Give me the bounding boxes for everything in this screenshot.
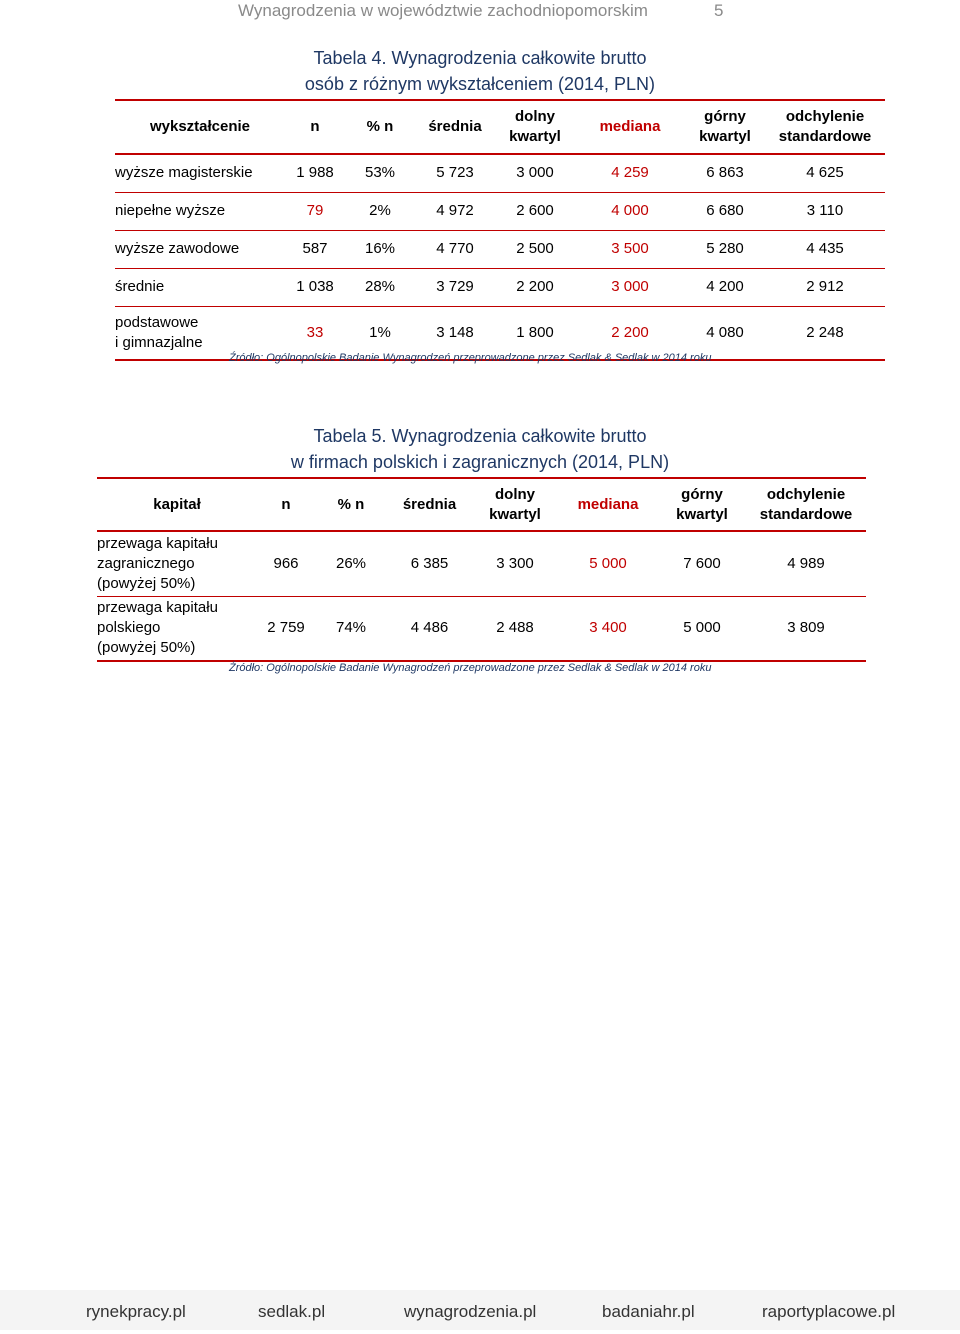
column-header-line: kwartyl (676, 505, 728, 523)
cell-pct: 74% (335, 619, 367, 637)
cell-mean: 3 729 (436, 278, 474, 295)
footer-link-badaniahr[interactable]: badaniahr.pl (602, 1302, 695, 1321)
cell-pct: 1% (369, 323, 391, 341)
table-row (97, 531, 866, 596)
column-header: mediana (599, 118, 661, 135)
cell-n: 1 988 (296, 164, 334, 182)
column-header-line: dolny (495, 485, 535, 503)
cell-q3: 6 680 (706, 202, 744, 219)
cell-q3: 4 080 (706, 323, 744, 341)
cell-sd: 3 110 (806, 202, 844, 219)
column-header: n (281, 495, 291, 513)
cell-q1: 2 600 (516, 202, 554, 219)
cell-q3: 4 200 (706, 278, 744, 295)
cell-q3: 5 000 (683, 619, 721, 637)
table4 (115, 99, 885, 361)
cell-median: 5 000 (589, 554, 627, 572)
cell-n: 2 759 (267, 619, 305, 637)
cell-n: 33 (306, 323, 324, 341)
column-header-line: górny (681, 485, 723, 503)
column-header-line: odchylenie (785, 108, 865, 125)
table5-title (0, 423, 960, 475)
column-header-line: standardowe (759, 505, 853, 523)
column-header: % n (337, 495, 365, 513)
row-label: niepełne wyższe (115, 202, 226, 219)
cell-sd: 2 912 (806, 278, 844, 295)
cell-mean: 4 972 (436, 202, 474, 219)
column-header: średnia (402, 495, 457, 513)
cell-pct: 2% (369, 202, 391, 219)
cell-q3: 5 280 (706, 240, 744, 257)
column-header: mediana (577, 495, 639, 513)
cell-sd: 4 625 (806, 164, 844, 182)
table-row (115, 192, 885, 230)
cell-median: 2 200 (611, 323, 649, 341)
page-header-title: Wynagrodzenia w województwie zachodniopomorskim (238, 1, 648, 20)
cell-sd: 4 989 (787, 554, 825, 572)
cell-q1: 3 000 (516, 164, 554, 182)
cell-mean: 4 770 (436, 240, 474, 257)
cell-q1: 2 500 (516, 240, 554, 257)
table-row (115, 154, 885, 192)
footer (0, 1290, 960, 1330)
column-header (658, 478, 746, 531)
column-header (765, 100, 885, 154)
cell-q1: 2 200 (516, 278, 554, 295)
column-header: n (310, 118, 320, 135)
table5-header-row (97, 478, 866, 531)
cell-sd: 3 809 (787, 619, 825, 637)
column-header: wykształcenie (149, 118, 251, 135)
cell-q1: 2 488 (496, 619, 534, 637)
table-row (115, 268, 885, 306)
cell-median: 3 500 (611, 240, 649, 257)
cell-pct: 16% (364, 240, 396, 257)
row-label-line: przewaga kapitału (97, 534, 218, 552)
cell-pct: 26% (335, 554, 367, 572)
column-header-line: kwartyl (489, 505, 541, 523)
row-label (97, 596, 257, 661)
page-number: 5 (714, 1, 724, 20)
column-header-line: kwartyl (509, 128, 561, 145)
table5-source: Źródło: Ogólnopolskie Badanie Wynagrodzeń przeprowadzone przez Sedlak & Sedlak w 2014 roku (229, 662, 712, 674)
row-label: wyższe magisterskie (115, 164, 253, 182)
column-header (495, 100, 575, 154)
column-header: kapitał (153, 495, 201, 513)
table5-title-line1: Tabela 5. Wynagrodzenia całkowite brutto (313, 426, 647, 446)
table4-source: Źródło: Ogólnopolskie Badanie Wynagrodzeń przeprowadzone przez Sedlak & Sedlak w 2014 roku (229, 352, 712, 364)
column-header: % n (366, 118, 394, 135)
row-label-line: (powyżej 50%) (97, 574, 196, 592)
row-label-line: polskiego (97, 619, 161, 637)
page-header (238, 0, 738, 24)
cell-mean: 4 486 (410, 619, 449, 637)
column-header-line: kwartyl (699, 128, 751, 145)
cell-pct: 28% (364, 278, 396, 295)
row-label-line: podstawowe (115, 313, 199, 331)
column-header-line: dolny (515, 108, 555, 125)
cell-median: 4 259 (611, 164, 649, 182)
cell-sd: 4 435 (806, 240, 844, 257)
table4-header-row (115, 100, 885, 154)
column-header (746, 478, 866, 531)
footer-link-rynekpracy[interactable]: rynekpracy.pl (86, 1302, 186, 1321)
cell-median: 3 000 (611, 278, 649, 295)
footer-link-wynagrodzenia[interactable]: wynagrodzenia.pl (404, 1302, 537, 1321)
table-row (115, 230, 885, 268)
table4-title-line1: Tabela 4. Wynagrodzenia całkowite brutto (313, 48, 647, 68)
column-header-line: standardowe (778, 128, 872, 145)
column-header (685, 100, 765, 154)
table-row (97, 596, 866, 661)
table4-title-line2: osób z różnym wykształceniem (2014, PLN) (304, 74, 656, 94)
cell-median: 3 400 (589, 619, 627, 637)
row-label-line: zagranicznego (97, 554, 195, 572)
cell-n: 1 038 (296, 278, 334, 295)
cell-n: 79 (306, 202, 324, 219)
cell-n: 587 (302, 240, 328, 257)
row-label (97, 531, 257, 596)
table5-title-line2: w firmach polskich i zagranicznych (2014, PLN) (290, 452, 670, 472)
table5 (97, 477, 866, 662)
cell-q3: 6 863 (706, 164, 744, 182)
cell-sd: 2 248 (806, 323, 844, 341)
cell-mean: 3 148 (436, 323, 474, 341)
row-label: średnie (115, 278, 165, 295)
row-label-line: (powyżej 50%) (97, 639, 196, 657)
footer-link-raportyplacowe[interactable]: raportyplacowe.pl (762, 1302, 896, 1321)
cell-mean: 5 723 (436, 164, 474, 182)
column-header: średnia (428, 118, 482, 135)
row-label-line: przewaga kapitału (97, 599, 218, 617)
footer-link-sedlak[interactable]: sedlak.pl (258, 1302, 326, 1321)
column-header-line: górny (704, 108, 746, 125)
table4-title (0, 45, 960, 97)
cell-q1: 1 800 (516, 323, 554, 341)
cell-q3: 7 600 (683, 554, 721, 572)
cell-pct: 53% (364, 164, 396, 182)
cell-median: 4 000 (611, 202, 649, 219)
column-header-line: odchylenie (766, 485, 846, 503)
row-label-line: i gimnazjalne (115, 333, 203, 351)
column-header (472, 478, 558, 531)
cell-n: 966 (273, 554, 299, 572)
row-label: wyższe zawodowe (115, 240, 240, 257)
cell-mean: 6 385 (410, 554, 449, 572)
cell-q1: 3 300 (496, 554, 534, 572)
